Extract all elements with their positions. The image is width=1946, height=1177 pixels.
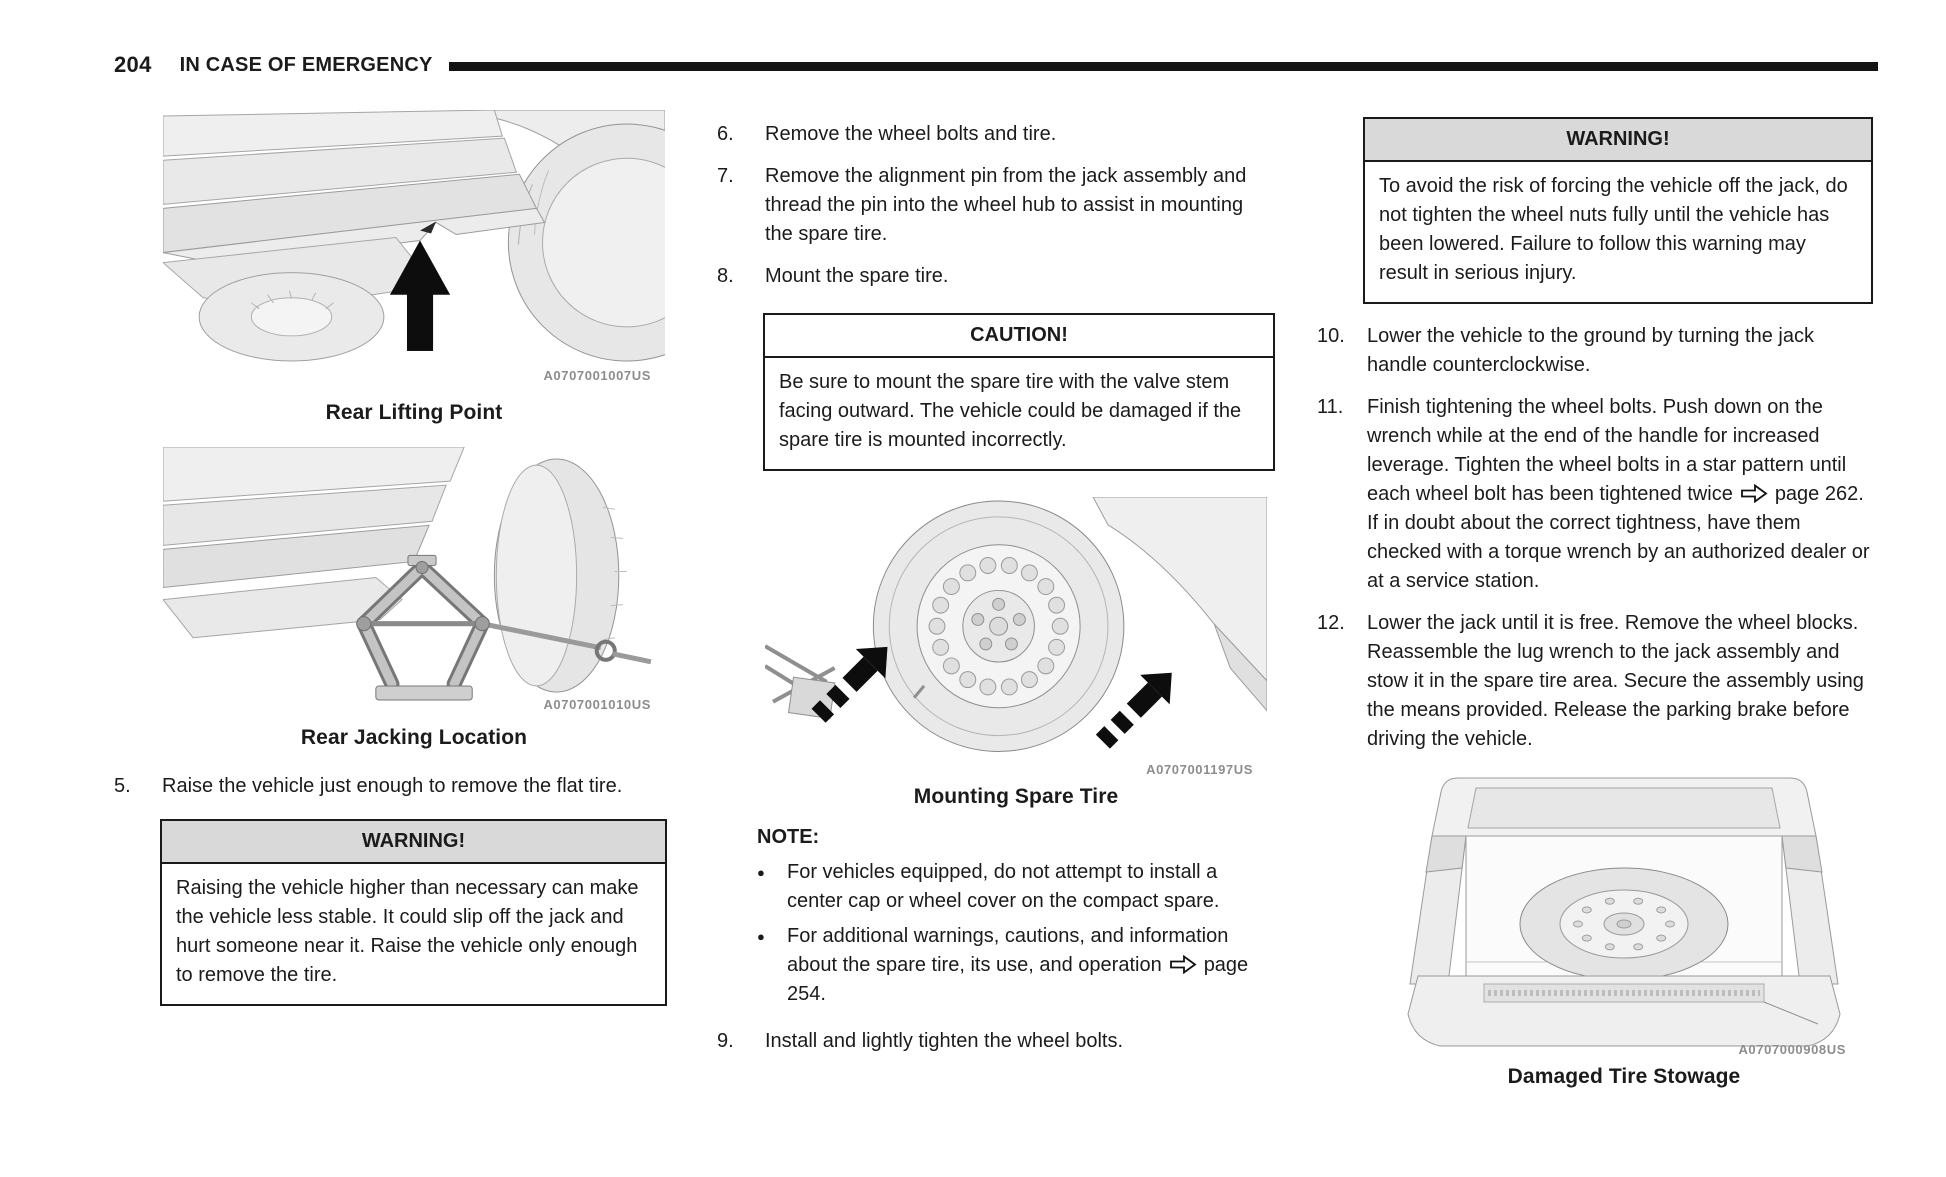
step-9 <box>717 1027 1275 1056</box>
step-text <box>1367 393 1873 596</box>
figure-caption: Damaged Tire Stowage <box>1507 1065 1741 1088</box>
note-text: For vehicles equipped, do not attempt to install a center cap or wheel cover on the compact spare. <box>787 861 1220 913</box>
page-header <box>114 52 1878 78</box>
step-10 <box>1317 322 1873 380</box>
figure-caption: Rear Lifting Point <box>325 401 503 425</box>
figure-damaged-tire-stowage <box>1388 772 1860 1089</box>
step-number: 12. <box>1317 612 1345 634</box>
bullet-icon <box>757 922 787 1009</box>
figure-caption: Rear Jacking Location <box>300 726 528 750</box>
figure-code: A0707001010US <box>543 697 651 713</box>
step-text: Remove the wheel bolts and tire. <box>765 123 1057 145</box>
step-6 <box>717 120 1275 149</box>
step-number: 10. <box>1317 325 1345 347</box>
figure-mounting-spare-tire <box>765 497 1267 809</box>
figure-code: A0707000908US <box>1738 1042 1846 1057</box>
step-text: Lower the vehicle to the ground by turning the jack handle counterclockwise. <box>1367 325 1814 376</box>
note-text <box>787 922 1275 1009</box>
right-column <box>1317 110 1873 1089</box>
figure-rear-lifting-point <box>163 110 665 425</box>
note-bullet <box>757 858 1275 916</box>
step-text: Remove the alignment pin from the jack assembly and thread the pin into the wheel hub to assist in mounting the spare tire. <box>765 165 1247 245</box>
damaged-tire-stowage-illustration <box>1388 772 1860 1062</box>
step-text: Raise the vehicle just enough to remove the flat tire. <box>162 775 623 798</box>
caution-box <box>763 313 1275 471</box>
step-7 <box>717 162 1275 249</box>
warning-box-left <box>160 819 667 1006</box>
lift-point-arrow-icon <box>407 291 433 351</box>
bullet-icon <box>757 858 787 916</box>
warning-title: WARNING! <box>1365 119 1871 162</box>
step-number: 8. <box>717 265 734 287</box>
left-column <box>114 110 667 1006</box>
page-reference: page 254. <box>787 954 1249 1006</box>
page-reference-arrow-icon <box>1740 484 1768 503</box>
warning-body: Raising the vehicle higher than necessary can make the vehicle less stable. It could slip off the jack and hurt someone near it. Raise the vehicle only enough to remove the tire. <box>176 877 639 987</box>
step-5 <box>114 772 667 801</box>
page-reference: page 262. If in doubt about the correct tightness, have them checked with a torque wrench by an authorized dealer or at a service station. <box>1367 483 1870 592</box>
note-label: NOTE: <box>757 826 820 849</box>
figure-code: A0707001197US <box>1146 762 1253 778</box>
step-11 <box>1317 393 1873 596</box>
warning-body: To avoid the risk of forcing the vehicle off the jack, do not tighten the wheel nuts fully until the vehicle has been lowered. Failure to follow this warning may result in serious injury. <box>1379 175 1848 284</box>
step-text: Mount the spare tire. <box>765 265 949 287</box>
middle-column <box>717 110 1275 1056</box>
figure-code: A0707001007US <box>543 368 651 384</box>
step-text-pre: Finish tightening the wheel bolts. Push down on the wrench while at the end of the handle for increased leverage. Tighten the wheel bolts in a star pattern until each wheel bolt has been tightened twice <box>1367 396 1847 505</box>
header-rule <box>449 62 1878 71</box>
page-reference-arrow-icon <box>1169 955 1197 974</box>
step-text: Install and lightly tighten the wheel bolts. <box>765 1030 1123 1053</box>
step-number: 6. <box>717 123 734 145</box>
note-section <box>757 823 1275 1009</box>
rear-lifting-point-illustration <box>163 110 665 366</box>
step-number: 5. <box>114 775 131 798</box>
section-title: IN CASE OF EMERGENCY <box>179 53 433 76</box>
rear-jacking-location-illustration <box>163 447 665 713</box>
warning-title: WARNING! <box>162 821 665 864</box>
note-text-pre: For additional warnings, cautions, and information about the spare tire, its use, and operation <box>787 925 1229 977</box>
note-bullet <box>757 922 1275 1009</box>
step-12 <box>1317 609 1873 754</box>
step-text: Lower the jack until it is free. Remove the wheel blocks. Reassemble the lug wrench to the jack assembly and stow it in the spare tire area. Secure the assembly using the means provided. Release the parking brake before driving the vehicle. <box>1367 612 1864 750</box>
step-number: 7. <box>717 165 734 187</box>
figure-caption: Mounting Spare Tire <box>913 785 1119 809</box>
page-number: 204 <box>114 52 152 77</box>
caution-title: CAUTION! <box>765 315 1273 358</box>
mounting-spare-tire-illustration <box>765 497 1267 760</box>
step-number: 11. <box>1317 396 1344 418</box>
caution-body: Be sure to mount the spare tire with the valve stem facing outward. The vehicle could be damaged if the spare tire is mounted incorrectly. <box>779 371 1242 451</box>
step-8 <box>717 262 1275 291</box>
figure-rear-jacking-location <box>163 447 665 750</box>
warning-box-right <box>1363 117 1873 304</box>
step-number: 9. <box>717 1030 734 1053</box>
